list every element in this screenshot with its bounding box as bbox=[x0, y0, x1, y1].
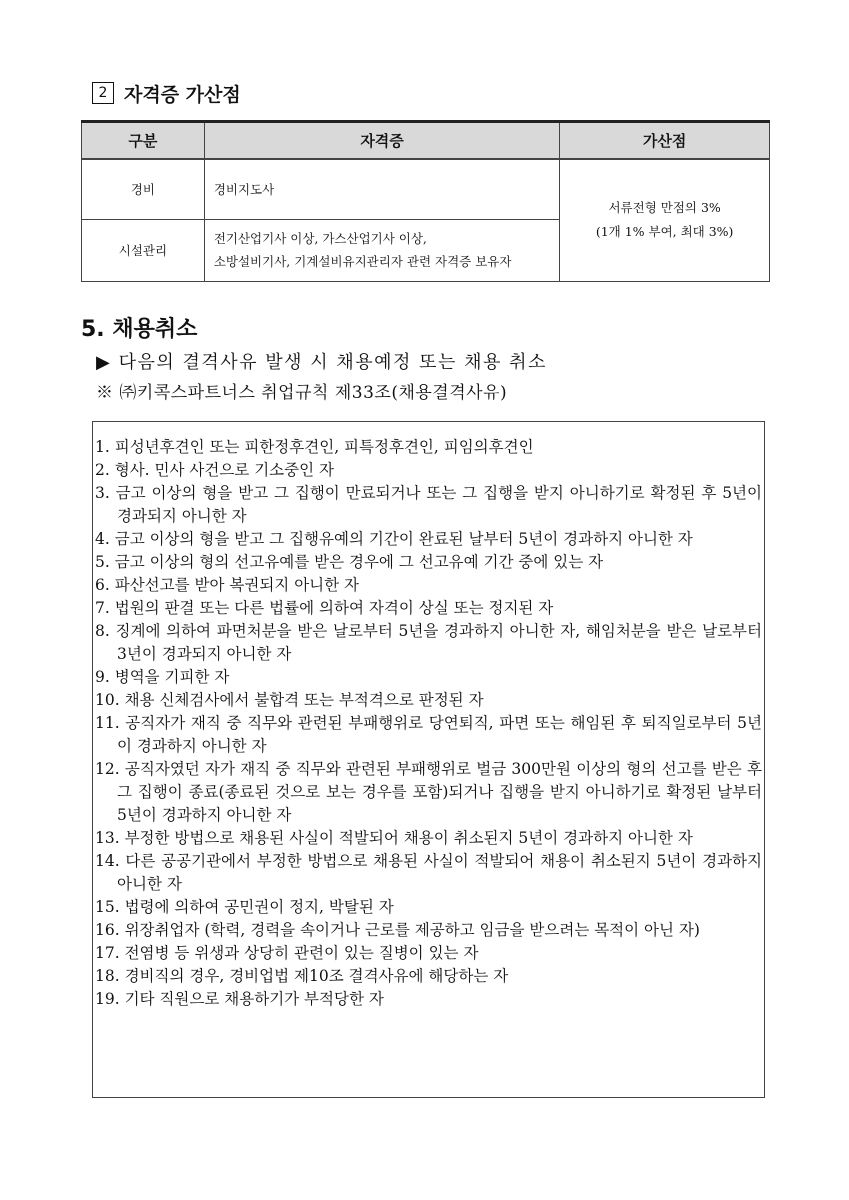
certificate-line: 경비지도사 bbox=[213, 181, 275, 197]
list-item: 19. 기타 직원으로 채용하기가 부적당한 자 bbox=[95, 990, 384, 1008]
cancellation-summary bbox=[96, 348, 547, 374]
row-category: 시설관리 bbox=[82, 219, 205, 281]
list-item: 5. 금고 이상의 형의 선고유예를 받은 경우에 그 선고유예 기간 중에 있는 자 bbox=[95, 553, 604, 571]
list-item: 1. 피성년후견인 또는 피한정후견인, 피특정후견인, 피임의후견인 bbox=[95, 438, 534, 456]
table-header-row bbox=[82, 122, 770, 160]
points-line: 서류전형 만점의 3% bbox=[608, 200, 721, 216]
list-item: 8. 징계에 의하여 파면처분을 받은 날로부터 5년을 경과하지 아니한 자, 해임처분을 받은 날로부터 3년이 경과되지 아니한 자 bbox=[95, 622, 762, 663]
header-points: 가산점 bbox=[560, 122, 770, 160]
cancellation-summary-text: 다음의 결격사유 발생 시 채용예정 또는 채용 취소 bbox=[118, 352, 547, 373]
list-item: 15. 법령에 의하여 공민권이 정지, 박탈된 자 bbox=[95, 898, 394, 916]
list-item: 10. 채용 신체검사에서 불합격 또는 부적격으로 판정된 자 bbox=[95, 691, 484, 709]
list-item: 16. 위장취업자 (학력, 경력을 속이거나 근로를 제공하고 임금을 받으려는 목적이 아닌 자) bbox=[95, 921, 700, 939]
list-item: 6. 파산선고를 받아 복권되지 아니한 자 bbox=[95, 576, 360, 594]
header-category: 구분 bbox=[82, 122, 205, 160]
header-certificate: 자격증 bbox=[204, 122, 559, 160]
disqualification-list bbox=[93, 422, 764, 1011]
list-item: 17. 전염병 등 위생과 상당히 관련이 있는 질병이 있는 자 bbox=[95, 944, 479, 962]
disqualification-box bbox=[92, 421, 765, 1098]
list-item: 14. 다른 공공기관에서 부정한 방법으로 채용된 사실이 적발되어 채용이 취소된지 5년이 경과하지 아니한 자 bbox=[95, 852, 762, 893]
certificate-line: 전기산업기사 이상, 가스산업기사 이상, bbox=[213, 231, 427, 246]
list-item: 9. 병역을 기피한 자 bbox=[95, 668, 230, 686]
row-certificates bbox=[204, 159, 559, 219]
triangle-bullet-icon: ▶ bbox=[96, 352, 112, 373]
section-2-title: 자격증 가산점 bbox=[124, 83, 241, 106]
row-category: 경비 bbox=[82, 159, 205, 219]
table-row bbox=[82, 159, 770, 219]
section-number-box: 2 bbox=[92, 82, 114, 104]
section-5-title: 5. 채용취소 bbox=[81, 317, 198, 342]
section-2-heading bbox=[92, 80, 241, 106]
points-cell bbox=[560, 159, 770, 281]
list-item: 4. 금고 이상의 형을 받고 그 집행유예의 기간이 완료된 날부터 5년이 경과하지 아니한 자 bbox=[95, 530, 693, 548]
row-certificates bbox=[204, 219, 559, 281]
list-item: 3. 금고 이상의 형을 받고 그 집행이 만료되거나 또는 그 집행을 받지 아니하기로 확정된 후 5년이 경과되지 아니한 자 bbox=[95, 484, 762, 525]
certificate-points-table bbox=[81, 120, 770, 282]
list-item: 13. 부정한 방법으로 채용된 사실이 적발되어 채용이 취소된지 5년이 경과하지 아니한 자 bbox=[95, 829, 693, 847]
list-item: 18. 경비직의 경우, 경비업법 제10조 결격사유에 해당하는 자 bbox=[95, 967, 509, 985]
reference-note bbox=[96, 378, 507, 403]
list-item: 2. 형사. 민사 사건으로 기소중인 자 bbox=[95, 461, 335, 479]
reference-note-text: ㈜키콕스파트너스 취업규칙 제33조(채용결격사유) bbox=[119, 383, 508, 403]
list-item: 7. 법원의 판결 또는 다른 법률에 의하여 자격이 상실 또는 정지된 자 bbox=[95, 599, 554, 617]
list-item: 11. 공직자가 재직 중 직무와 관련된 부패행위로 당연퇴직, 파면 또는 해임된 후 퇴직일로부터 5년이 경과하지 아니한 자 bbox=[95, 714, 762, 755]
certificate-line: 소방설비기사, 기계설비유지관리자 관련 자격증 보유자 bbox=[213, 254, 512, 269]
list-item: 12. 공직자였던 자가 재직 중 직무와 관련된 부패행위로 벌금 300만원 이상의 형의 선고를 받은 후 그 집행이 종료(종료된 것으로 보는 경우를 포함)되거나 집행을 받지 아니하기로 확정된 날부터 5년이 경과하지 아니한 자 bbox=[95, 760, 762, 824]
points-line: (1개 1% 부여, 최대 3%) bbox=[595, 224, 734, 240]
reference-mark-icon: ※ bbox=[96, 383, 114, 403]
